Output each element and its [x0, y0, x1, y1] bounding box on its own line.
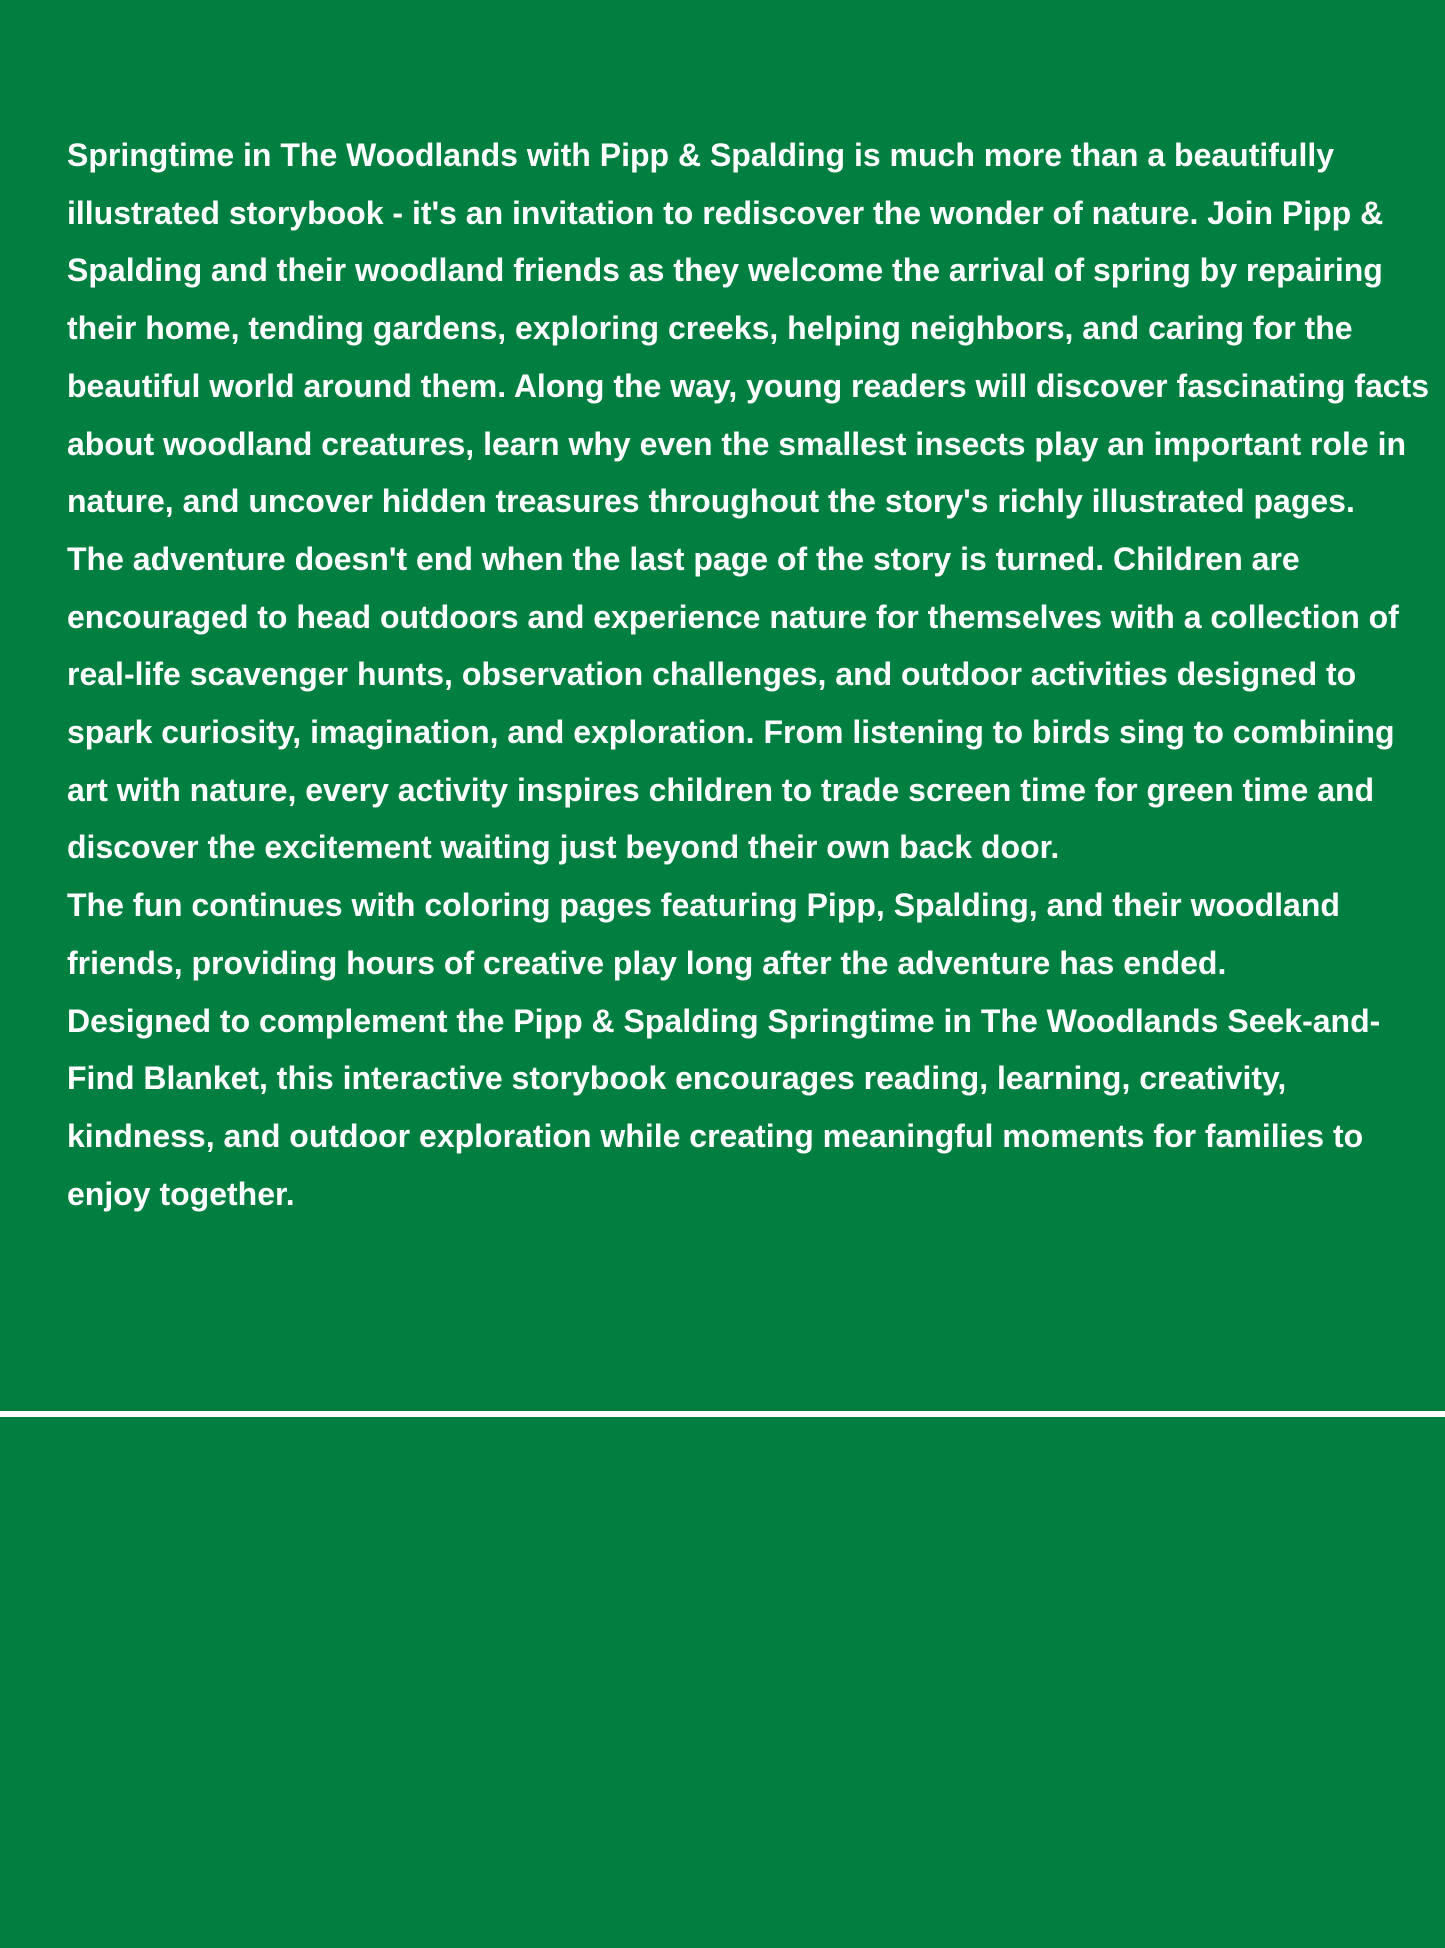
- paragraph-blanket-complement: Designed to complement the Pipp & Spalding Springtime in The Woodlands Seek-and-Find Blanket, this interactive storybook encourages reading, learning, creativity, kindness, and outdoor exploration while creating meaningful moments for families to enjoy together.: [67, 1002, 1381, 1212]
- description-text-block: [67, 127, 1437, 1223]
- horizontal-divider: [0, 1411, 1445, 1417]
- paragraph-storybook-intro: Springtime in The Woodlands with Pipp & Spalding is much more than a beautifully illustrated storybook - it's an invitation to rediscover the wonder of nature. Join Pipp & Spalding and their woodland friends as they welcome the arrival of spring by repairing their home, tending gardens, exploring creeks, helping neighbors, and caring for the beautiful world around them. Along the way, young readers will discover fascinating facts about woodland creatures, learn why even the smallest insects play an important role in nature, and uncover hidden treasures throughout the story's richly illustrated pages.: [67, 137, 1430, 520]
- paragraph-outdoor-activities: The adventure doesn't end when the last page of the story is turned. Children are encouraged to head outdoors and experience nature for themselves with a collection of real-life scavenger hunts, observation challenges, and outdoor activities designed to spark curiosity, imagination, and exploration. From listening to birds sing to combining art with nature, every activity inspires children to trade screen time for green time and discover the excitement waiting just beyond their own back door.: [67, 540, 1399, 866]
- paragraph-coloring-pages: The fun continues with coloring pages featuring Pipp, Spalding, and their woodland friends, providing hours of creative play long after the adventure has ended.: [67, 887, 1340, 981]
